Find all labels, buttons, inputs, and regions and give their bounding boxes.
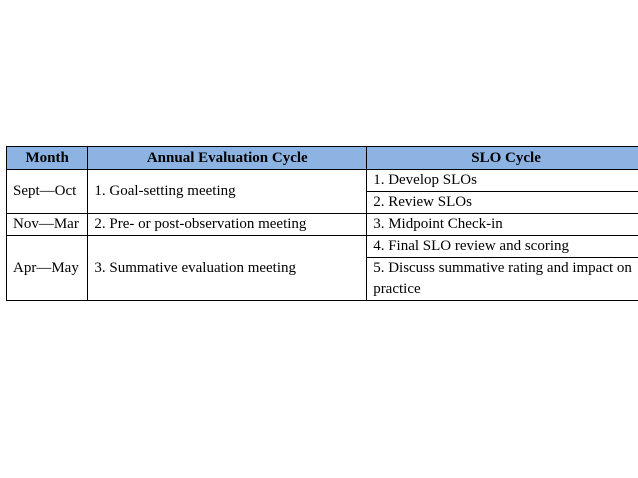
slo-cycle-cell: 5. Discuss summative rating and impact on practice <box>367 258 638 301</box>
header-row <box>7 147 638 170</box>
annual-cycle-cell: 1. Goal-setting meeting <box>88 170 367 214</box>
table-row <box>7 236 638 258</box>
header-slo-cycle: SLO Cycle <box>367 147 638 170</box>
slo-cycle-cell: 4. Final SLO review and scoring <box>367 236 638 258</box>
slo-cycle-cell: 1. Develop SLOs <box>367 170 638 192</box>
month-cell: Nov—Mar <box>7 214 88 236</box>
annual-cycle-cell: 3. Summative evaluation meeting <box>88 236 367 301</box>
month-cell: Apr—May <box>7 236 88 301</box>
slo-cycle-cell: 3. Midpoint Check-in <box>367 214 638 236</box>
table-row <box>7 214 638 236</box>
header-month: Month <box>7 147 88 170</box>
evaluation-cycle-table <box>6 146 638 301</box>
month-cell: Sept—Oct <box>7 170 88 214</box>
table-row <box>7 170 638 192</box>
slo-cycle-cell: 2. Review SLOs <box>367 192 638 214</box>
header-annual-evaluation-cycle: Annual Evaluation Cycle <box>88 147 367 170</box>
annual-cycle-cell: 2. Pre- or post-observation meeting <box>88 214 367 236</box>
